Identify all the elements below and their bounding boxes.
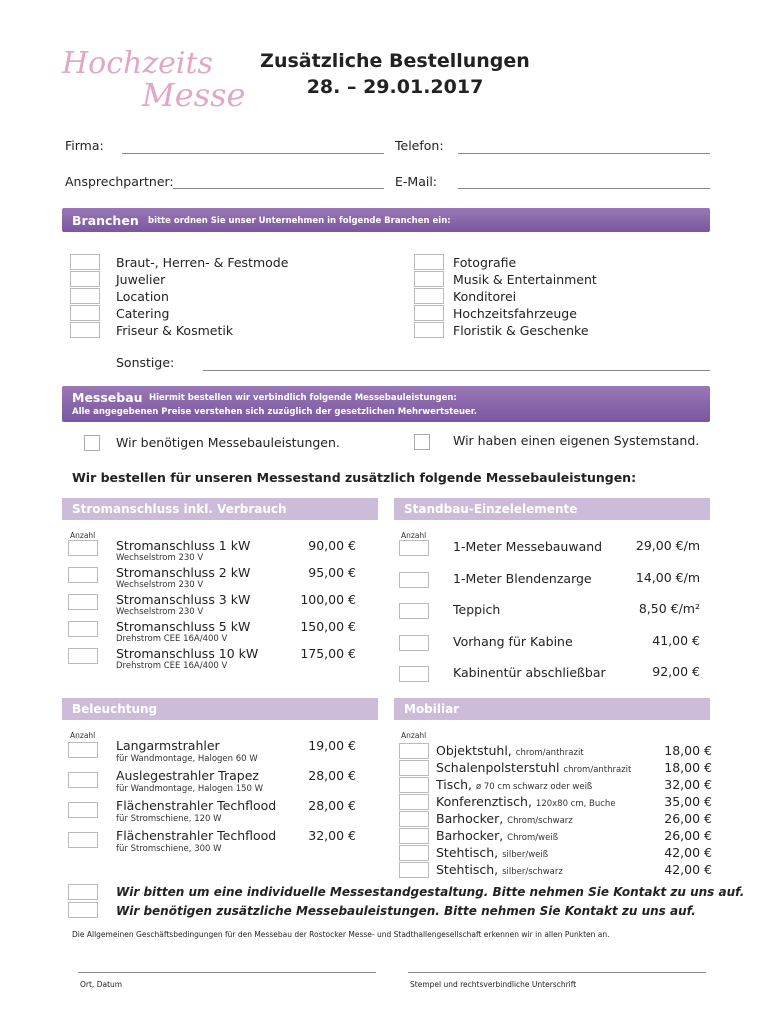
strom-item-sub: Wechselstrom 230 V bbox=[116, 553, 204, 563]
strom-item-price: 175,00 € bbox=[300, 646, 356, 661]
mobiliar-item-price: 42,00 € bbox=[664, 845, 712, 860]
standbau-item-price: 14,00 €/m bbox=[635, 569, 700, 585]
strom-item-name: Stromanschluss 5 kW bbox=[116, 619, 251, 634]
standbau-item-name: 1-Meter Messebauwand bbox=[453, 539, 603, 554]
sonstige-label: Sonstige: bbox=[116, 355, 175, 370]
mobiliar-quantity-box[interactable] bbox=[399, 811, 429, 827]
mobiliar-item-name: Konferenztisch, bbox=[436, 794, 536, 809]
mobiliar-anzahl-label: Anzahl bbox=[401, 731, 427, 740]
mobiliar-item bbox=[436, 862, 563, 877]
standbau-item-name: 1-Meter Blendenzarge bbox=[453, 570, 592, 586]
branche-checkbox[interactable] bbox=[70, 288, 100, 304]
strom-item-price: 150,00 € bbox=[300, 619, 356, 634]
strom-item-name: Stromanschluss 2 kW bbox=[116, 565, 251, 580]
beleuchtung-anzahl-label: Anzahl bbox=[70, 731, 96, 740]
strom-item-sub: Drehstrom CEE 16A/400 V bbox=[116, 661, 228, 671]
standbau-quantity-box[interactable] bbox=[399, 572, 429, 588]
branche-label: Hochzeitsfahrzeuge bbox=[453, 306, 577, 321]
beleuchtung-item-name: Langarmstrahler bbox=[116, 738, 220, 753]
contact2-label: Wir benötigen zusätzliche Messebauleistungen. Bitte nehmen Sie Kontakt zu uns auf. bbox=[116, 904, 696, 918]
contact2-checkbox[interactable] bbox=[68, 902, 98, 918]
mobiliar-item bbox=[436, 743, 584, 758]
branche-checkbox[interactable] bbox=[70, 305, 100, 321]
standbau-quantity-box[interactable] bbox=[399, 603, 429, 619]
mobiliar-quantity-box[interactable] bbox=[399, 828, 429, 844]
strom-item-price: 100,00 € bbox=[300, 592, 356, 607]
beleuchtung-item-price: 32,00 € bbox=[308, 828, 356, 843]
strom-item-name: Stromanschluss 1 kW bbox=[116, 538, 251, 553]
logo-line2: Messe bbox=[142, 76, 246, 114]
standbau-item-price: 41,00 € bbox=[652, 632, 700, 648]
firma-field[interactable] bbox=[122, 153, 384, 154]
mobiliar-item-price: 18,00 € bbox=[664, 760, 712, 775]
strom-quantity-box[interactable] bbox=[68, 540, 98, 556]
strom-quantity-box[interactable] bbox=[68, 567, 98, 583]
branche-label: Konditorei bbox=[453, 289, 517, 304]
option1-label: Wir benötigen Messebauleistungen. bbox=[116, 435, 340, 450]
branche-label: Juwelier bbox=[116, 272, 166, 287]
branchen-bar bbox=[62, 208, 710, 232]
order-heading: Wir bestellen für unseren Messestand zusätzlich folgende Messebauleistungen: bbox=[72, 470, 637, 485]
mobiliar-item-price: 32,00 € bbox=[664, 777, 712, 792]
telefon-label: Telefon: bbox=[395, 138, 444, 153]
branche-label: Location bbox=[116, 289, 169, 304]
mobiliar-bar: Mobiliar bbox=[394, 698, 710, 720]
strom-anzahl-label: Anzahl bbox=[70, 531, 96, 540]
messebau-line2: Alle angegebenen Preise verstehen sich zuzüglich der gesetzlichen Mehrwertsteuer. bbox=[72, 407, 477, 417]
strom-quantity-box[interactable] bbox=[68, 594, 98, 610]
strom-bar: Stromanschluss inkl. Verbrauch bbox=[62, 498, 378, 520]
mobiliar-item-sub: Chrom/weiß bbox=[507, 833, 559, 843]
standbau-item-name: Kabinentür abschließbar bbox=[453, 665, 606, 680]
mobiliar-item-name: Stehtisch, bbox=[436, 845, 503, 860]
mobiliar-item-sub: silber/weiß bbox=[502, 850, 549, 860]
page-date: 28. – 29.01.2017 bbox=[306, 76, 484, 98]
strom-item-sub: Drehstrom CEE 16A/400 V bbox=[116, 634, 228, 644]
beleuchtung-item-sub: für Wandmontage, Halogen 60 W bbox=[116, 754, 258, 764]
branche-checkbox[interactable] bbox=[414, 322, 444, 338]
mobiliar-item-sub: silber/schwarz bbox=[502, 867, 563, 877]
mobiliar-item-sub: chrom/anthrazit bbox=[563, 765, 632, 775]
beleuchtung-quantity-box[interactable] bbox=[68, 742, 98, 758]
beleuchtung-item-name: Flächenstrahler Techflood bbox=[116, 828, 277, 843]
strom-quantity-box[interactable] bbox=[68, 621, 98, 637]
beleuchtung-item-sub: für Stromschiene, 120 W bbox=[116, 814, 222, 824]
mobiliar-item-price: 42,00 € bbox=[664, 862, 712, 877]
messebau-subtitle: Hiermit bestellen wir verbindlich folgende Messebauleistungen: bbox=[149, 393, 457, 403]
email-field[interactable] bbox=[458, 188, 710, 189]
strom-item-name: Stromanschluss 3 kW bbox=[116, 592, 251, 607]
ansprechpartner-field[interactable] bbox=[173, 188, 384, 189]
mobiliar-item-name: Objektstuhl, bbox=[436, 743, 516, 758]
mobiliar-item bbox=[436, 811, 573, 826]
standbau-anzahl-label: Anzahl bbox=[401, 531, 427, 540]
messebau-title: Messebau bbox=[72, 390, 143, 405]
standbau-bar: Standbau-Einzelelemente bbox=[394, 498, 710, 520]
beleuchtung-item-name: Flächenstrahler Techflood bbox=[116, 798, 277, 813]
mobiliar-item-name: Barhocker, bbox=[436, 811, 508, 826]
mobiliar-item-sub: 120x80 cm, Buche bbox=[535, 799, 616, 809]
messebau-bar bbox=[62, 386, 710, 422]
mobiliar-item-sub: chrom/anthrazit bbox=[515, 748, 584, 758]
branche-label: Catering bbox=[116, 306, 170, 321]
stempel-label: Stempel und rechtsverbindliche Unterschrift bbox=[410, 980, 577, 989]
standbau-quantity-box[interactable] bbox=[399, 635, 429, 651]
standbau-item-name: Vorhang für Kabine bbox=[453, 633, 573, 649]
branche-checkbox[interactable] bbox=[414, 254, 444, 270]
mobiliar-item-name: Stehtisch, bbox=[436, 862, 503, 877]
mobiliar-item-name: Barhocker, bbox=[436, 828, 508, 843]
mobiliar-item bbox=[436, 828, 558, 843]
logo bbox=[62, 42, 252, 122]
beleuchtung-item-name: Auslegestrahler Trapez bbox=[116, 768, 259, 783]
standbau-item-price: 92,00 € bbox=[652, 664, 700, 679]
standbau-item-price: 8,50 €/m² bbox=[638, 601, 700, 616]
option2-checkbox[interactable] bbox=[414, 434, 430, 450]
standbau-item-name: Teppich bbox=[453, 602, 501, 617]
mobiliar-item-sub: Chrom/schwarz bbox=[507, 816, 573, 826]
email-label: E-Mail: bbox=[395, 174, 438, 189]
branchen-title: Branchen bbox=[72, 213, 139, 228]
mobiliar-item-name: Schalenpolsterstuhl bbox=[436, 760, 564, 775]
branche-label: Fotografie bbox=[453, 255, 517, 270]
beleuchtung-item-price: 28,00 € bbox=[308, 798, 356, 813]
standbau-item-price: 29,00 €/m bbox=[635, 538, 700, 553]
page-title: Zusätzliche Bestellungen bbox=[260, 50, 530, 72]
telefon-field[interactable] bbox=[458, 153, 710, 154]
standbau-quantity-box[interactable] bbox=[399, 666, 429, 682]
option2-label: Wir haben einen eigenen Systemstand. bbox=[453, 433, 700, 448]
strom-item-sub: Wechselstrom 230 V bbox=[116, 580, 204, 590]
mobiliar-quantity-box[interactable] bbox=[399, 777, 429, 793]
beleuchtung-item-price: 28,00 € bbox=[308, 768, 356, 783]
beleuchtung-quantity-box[interactable] bbox=[68, 802, 98, 818]
standbau-quantity-box[interactable] bbox=[399, 540, 429, 556]
branche-checkbox[interactable] bbox=[414, 305, 444, 321]
ansprechpartner-label: Ansprechpartner: bbox=[65, 174, 174, 189]
ort-datum-line[interactable] bbox=[78, 972, 376, 973]
mobiliar-item-price: 26,00 € bbox=[664, 828, 712, 843]
mobiliar-quantity-box[interactable] bbox=[399, 845, 429, 861]
branche-label: Musik & Entertainment bbox=[453, 272, 597, 287]
mobiliar-item bbox=[436, 794, 616, 809]
branche-checkbox[interactable] bbox=[70, 271, 100, 287]
mobiliar-item-price: 26,00 € bbox=[664, 811, 712, 826]
stempel-line[interactable] bbox=[408, 972, 706, 973]
strom-quantity-box[interactable] bbox=[68, 648, 98, 664]
contact1-label: Wir bitten um eine individuelle Messestandgestaltung. Bitte nehmen Sie Kontakt zu uns auf. bbox=[116, 885, 745, 899]
mobiliar-item bbox=[436, 777, 592, 792]
branchen-subtitle: bitte ordnen Sie unser Unternehmen in folgende Branchen ein: bbox=[148, 216, 451, 226]
agb-text: Die Allgemeinen Geschäftsbedingungen für den Messebau der Rostocker Messe- und Stadthallengesellschaft erkennen wir in allen Punkten an. bbox=[72, 930, 610, 939]
sonstige-field[interactable] bbox=[203, 370, 710, 371]
mobiliar-quantity-box[interactable] bbox=[399, 862, 429, 878]
mobiliar-quantity-box[interactable] bbox=[399, 794, 429, 810]
mobiliar-item-price: 18,00 € bbox=[664, 743, 712, 758]
mobiliar-quantity-box[interactable] bbox=[399, 743, 429, 759]
branche-checkbox[interactable] bbox=[414, 271, 444, 287]
contact1-checkbox[interactable] bbox=[68, 884, 98, 900]
mobiliar-item bbox=[436, 760, 631, 775]
branche-checkbox[interactable] bbox=[414, 288, 444, 304]
beleuchtung-item-sub: für Wandmontage, Halogen 150 W bbox=[116, 784, 264, 794]
firma-label: Firma: bbox=[65, 138, 104, 153]
strom-item-name: Stromanschluss 10 kW bbox=[116, 646, 259, 661]
branche-label: Floristik & Geschenke bbox=[453, 323, 589, 338]
strom-item-sub: Wechselstrom 230 V bbox=[116, 607, 204, 617]
mobiliar-item-sub: ø 70 cm schwarz oder weiß bbox=[475, 782, 593, 792]
strom-item-price: 90,00 € bbox=[308, 538, 356, 553]
mobiliar-item-name: Tisch, bbox=[436, 777, 476, 792]
ort-datum-label: Ort, Datum bbox=[80, 980, 123, 989]
beleuchtung-item-price: 19,00 € bbox=[308, 738, 356, 753]
branche-checkbox[interactable] bbox=[70, 322, 100, 338]
beleuchtung-quantity-box[interactable] bbox=[68, 832, 98, 848]
mobiliar-item bbox=[436, 845, 548, 860]
logo-line1: Hochzeits bbox=[62, 46, 213, 81]
mobiliar-item-price: 35,00 € bbox=[664, 794, 712, 809]
beleuchtung-item-sub: für Stromschiene, 300 W bbox=[116, 844, 222, 854]
option1-checkbox[interactable] bbox=[84, 435, 100, 451]
branche-label: Braut-, Herren- & Festmode bbox=[116, 255, 289, 270]
mobiliar-quantity-box[interactable] bbox=[399, 760, 429, 776]
beleuchtung-quantity-box[interactable] bbox=[68, 772, 98, 788]
branche-checkbox[interactable] bbox=[70, 254, 100, 270]
strom-item-price: 95,00 € bbox=[308, 565, 356, 580]
beleuchtung-bar: Beleuchtung bbox=[62, 698, 378, 720]
branche-label: Friseur & Kosmetik bbox=[116, 323, 234, 338]
